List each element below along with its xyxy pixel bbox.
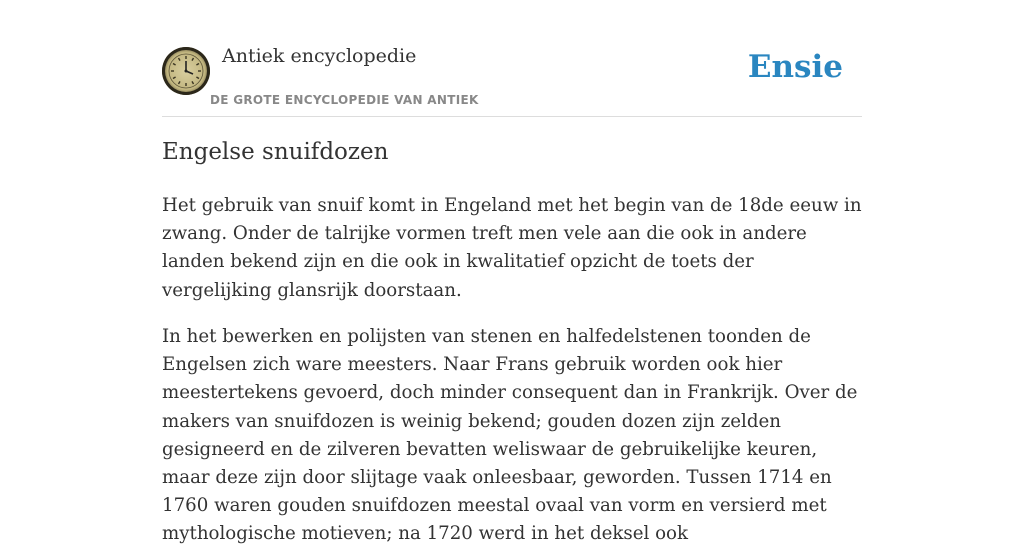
site-subtitle: DE GROTE ENCYCLOPEDIE VAN ANTIEK xyxy=(210,93,479,107)
article-paragraph: Het gebruik van snuif komt in Engeland met het begin van de 18de eeuw in zwang. Onder de talrijke vormen treft men vele aan die ook in andere landen bekend zijn en die ook in kwalitatief opzicht de toets der vergelijking glansrijk doorstaan. xyxy=(162,195,862,301)
article-title: Engelse snuifdozen xyxy=(162,139,389,165)
clock-face-icon xyxy=(162,47,210,95)
content-container xyxy=(162,0,862,545)
ensie-logo-link[interactable]: Ensie xyxy=(747,49,843,85)
article-paragraph: In het bewerken en polijsten van stenen en halfedelstenen toonden de Engelsen zich ware meesters. Naar Frans gebruik worden ook hier meestertekens gevoerd, doch minder consequent dan in Frankrijk. Over de makers van snuifdozen is weinig bekend; gouden dozen zijn zelden gesigneerd en de zilveren bevatten weliswaar de gebruikelijke keuren, maar deze zijn door slijtage vaak onleesbaar, geworden. Tussen 1714 en 1760 waren gouden snuifdozen meestal ovaal van vorm en versierd met mythologische motieven; na 1720 werd in het deksel ook xyxy=(162,326,858,545)
site-header xyxy=(162,0,862,117)
clock-icon[interactable] xyxy=(162,47,210,95)
site-title[interactable]: Antiek encyclopedie xyxy=(222,45,417,67)
